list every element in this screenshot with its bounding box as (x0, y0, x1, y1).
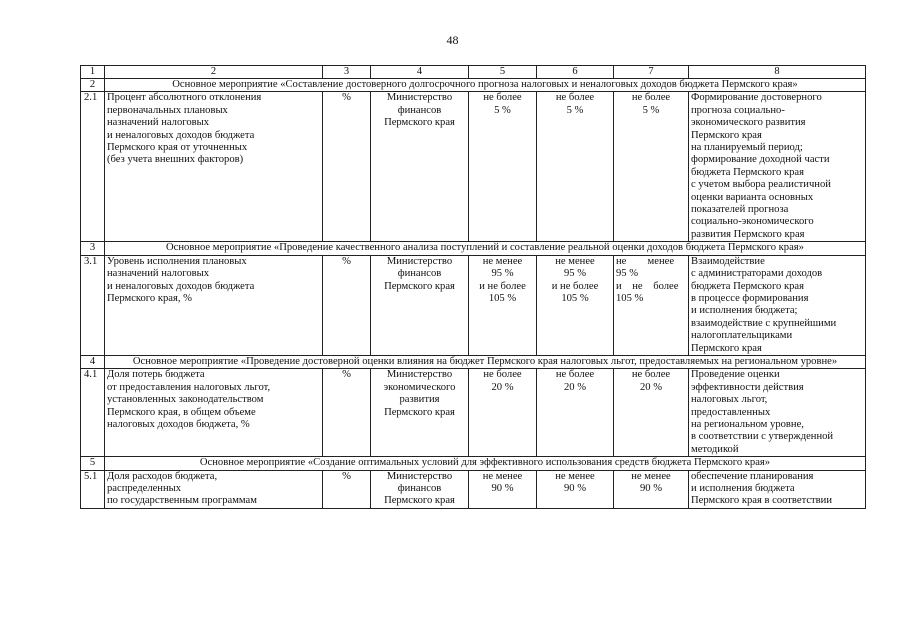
executor: Министерство финансов Пермского края (371, 255, 469, 355)
expected-result: Проведение оценки эффективности действия налоговых льгот, предоставленных на региональном уровне, в соответствии с утвержденной методикой (689, 369, 866, 457)
unit: % (323, 92, 371, 242)
column-number-header-row (81, 66, 866, 79)
column-header: 8 (689, 66, 866, 79)
column-header: 6 (537, 66, 614, 79)
value-year-2: не менее 90 % (537, 470, 614, 508)
executor: Министерство финансов Пермского края (371, 470, 469, 508)
section-title: Основное мероприятие «Создание оптимальных условий для эффективного использования средств бюджета Пермского края» (105, 457, 866, 470)
value-year-3: не более 20 % (614, 369, 689, 457)
section-row (81, 242, 866, 255)
section-row (81, 79, 866, 92)
indicator-name: Доля расходов бюджета, распределенных по государственным программам (105, 470, 323, 508)
expected-result: Формирование достоверного прогноза социально- экономического развития Пермского края на планируемый период; формирование доходной части бюджета Пермского края с учетом выбора реалистичной оценки варианта основных показателей прогноза социально-экономического развития Пермского края (689, 92, 866, 242)
value-year-1: не более 20 % (469, 369, 537, 457)
value-year-3: не более 5 % (614, 92, 689, 242)
section-number: 4 (81, 355, 105, 368)
value-year-2: не менее 95 % и не более 105 % (537, 255, 614, 355)
program-indicators-table (80, 65, 866, 509)
section-number: 5 (81, 457, 105, 470)
indicator-row (81, 369, 866, 457)
section-title: Основное мероприятие «Проведение качественного анализа поступлений и составление реальной оценки доходов бюджета Пермского края» (105, 242, 866, 255)
row-number: 5.1 (81, 470, 105, 508)
value-year-1: не более 5 % (469, 92, 537, 242)
section-number: 2 (81, 79, 105, 92)
section-title: Основное мероприятие «Проведение достоверной оценки влияния на бюджет Пермского края налоговых льгот, предоставляемых на региональном уровне» (105, 355, 866, 368)
value-year-3: не менее 95 % и не более 105 % (614, 255, 689, 355)
executor: Министерство экономического развития Пермского края (371, 369, 469, 457)
indicator-name: Процент абсолютного отклонения первоначальных плановых назначений налоговых и неналоговых доходов бюджета Пермского края от уточненных (без учета внешних факторов) (105, 92, 323, 242)
column-header: 7 (614, 66, 689, 79)
unit: % (323, 255, 371, 355)
unit: % (323, 369, 371, 457)
value-year-1: не менее 90 % (469, 470, 537, 508)
row-number: 2.1 (81, 92, 105, 242)
column-header: 4 (371, 66, 469, 79)
value-year-1: не менее 95 % и не более 105 % (469, 255, 537, 355)
indicator-name: Доля потерь бюджета от предоставления налоговых льгот, установленных законодательством Пермского края, в общем объеме налоговых доходов бюджета, % (105, 369, 323, 457)
indicator-name: Уровень исполнения плановых назначений налоговых и неналоговых доходов бюджета Пермского края, % (105, 255, 323, 355)
section-number: 3 (81, 242, 105, 255)
column-header: 3 (323, 66, 371, 79)
expected-result: Взаимодействие с администраторами доходов бюджета Пермского края в процессе формирования и исполнения бюджета; взаимодействие с крупнейшими налогоплательщиками Пермского края (689, 255, 866, 355)
column-header: 5 (469, 66, 537, 79)
value-year-3: не менее 90 % (614, 470, 689, 508)
indicator-row (81, 92, 866, 242)
value-year-2: не более 5 % (537, 92, 614, 242)
row-number: 4.1 (81, 369, 105, 457)
indicator-row (81, 255, 866, 355)
section-row (81, 355, 866, 368)
expected-result: обеспечение планирования и исполнения бюджета Пермского края в соответствии (689, 470, 866, 508)
value-year-2: не более 20 % (537, 369, 614, 457)
page-number: 48 (446, 33, 459, 47)
row-number: 3.1 (81, 255, 105, 355)
indicator-row (81, 470, 866, 508)
section-row (81, 457, 866, 470)
section-title: Основное мероприятие «Составление достоверного долгосрочного прогноза налоговых и неналоговых доходов бюджета Пермского края» (105, 79, 866, 92)
column-header: 1 (81, 66, 105, 79)
executor: Министерство финансов Пермского края (371, 92, 469, 242)
unit: % (323, 470, 371, 508)
column-header: 2 (105, 66, 323, 79)
